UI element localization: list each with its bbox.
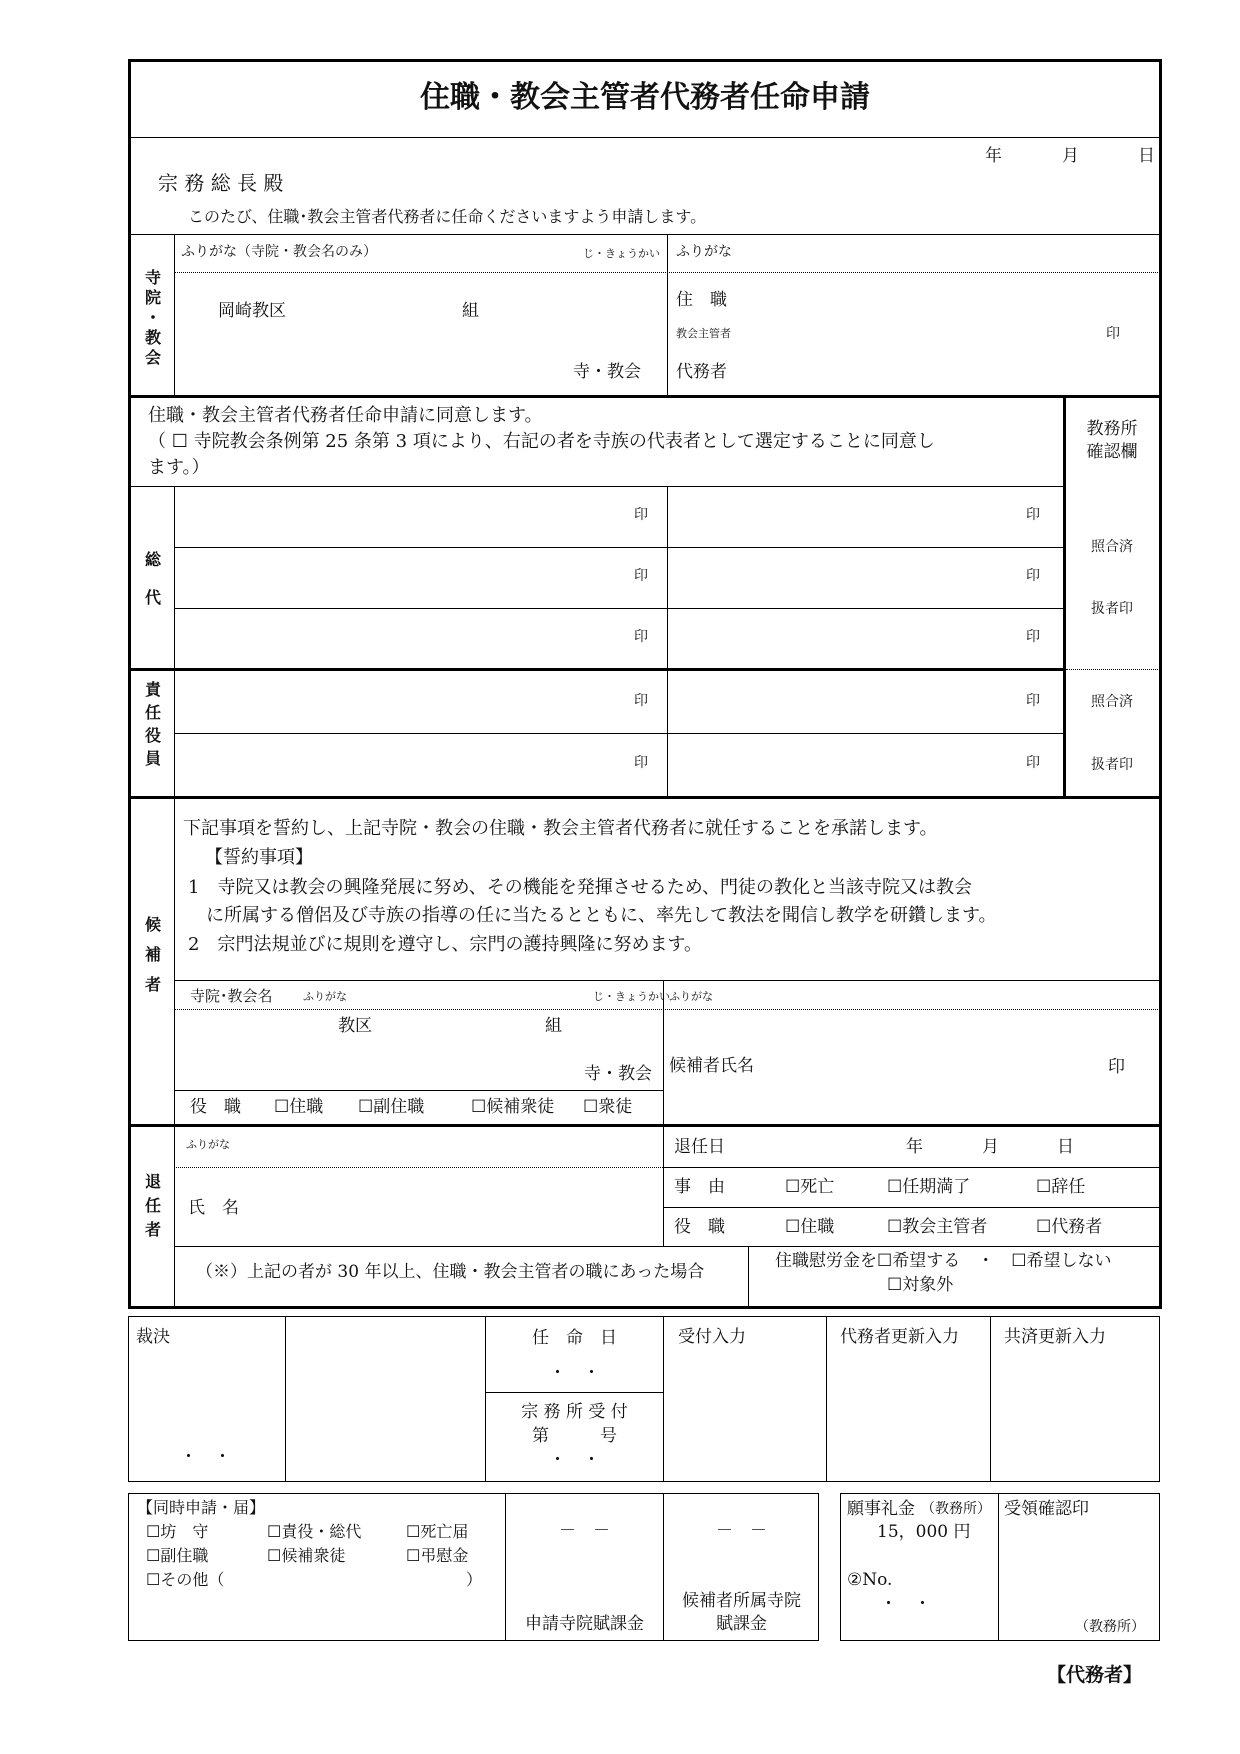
sodai-seal: 印 [634, 629, 648, 645]
levy2-dash: － － [716, 1521, 767, 1541]
decision-label: 裁決 [136, 1327, 170, 1347]
retire-day: 日 [1057, 1137, 1074, 1157]
candidate-district: 教区 [338, 1016, 372, 1036]
temple-district: 岡崎教区 [218, 301, 286, 321]
levy2-label-b: 賦課金 [716, 1614, 767, 1634]
officers-checked: 照合済 [1091, 694, 1133, 710]
simul-other[interactable]: ☐その他（ [146, 1570, 225, 1589]
candidate-furigana-label: ふりがな [676, 244, 732, 260]
addressee: 宗 務 総 長 殿 [158, 171, 284, 195]
reason-term-end[interactable]: ☐任期満了 [887, 1177, 971, 1197]
candidate-seal: 印 [1108, 1057, 1125, 1077]
sodai-seal: 印 [1026, 629, 1040, 645]
candidate-intro: 下記事項を誓約し、上記寺院・教会の住職・教会主管者代務者に就任することを承諾します。 [183, 818, 938, 839]
consent-line3: ます。） [148, 457, 210, 478]
pledge-heading: 【誓約事項】 [205, 847, 313, 868]
sodai-seal: 印 [1026, 568, 1040, 584]
candidate-furigana-suffix: じ・きょうかい [593, 990, 670, 1003]
candidate-side-label: 候 補 者 [144, 915, 161, 994]
sodai-seal: 印 [634, 507, 648, 523]
reason-resign[interactable]: ☐辞任 [1036, 1177, 1086, 1197]
appointment-dots: ・ ・ [549, 1363, 600, 1383]
pledge-2: 2 宗門法規並びに規則を遵守し、宗門の護持興隆に努めます。 [188, 934, 703, 955]
sodai-handler-seal: 扱者印 [1091, 601, 1133, 617]
date-month: 月 [1062, 146, 1079, 166]
pension-line2[interactable]: ☐対象外 [887, 1275, 954, 1295]
reason-label: 事 由 [674, 1177, 725, 1197]
retiree-role-deputy[interactable]: ☐代務者 [1036, 1217, 1103, 1237]
temple-seal: 印 [1106, 326, 1120, 342]
temple-group: 組 [462, 301, 479, 321]
candidate-name-label: 候補者氏名 [669, 1056, 754, 1076]
candidate-furigana-right: ふりがな [669, 990, 713, 1003]
officer-seal: 印 [634, 755, 648, 771]
role-jushoku: 住 職 [676, 290, 727, 310]
temple-suffix: 寺・教会 [573, 362, 641, 382]
page-title: 住職・教会主管者代務者任命申請 [420, 80, 870, 115]
levy1-label: 申請寺院賦課金 [525, 1614, 644, 1634]
receipt-dots: ・ ・ [549, 1450, 600, 1470]
request-text: このたび、住職･教会主管者代務者に任命くださいますよう申請します。 [188, 207, 707, 226]
retire-date-label: 退任日 [674, 1137, 725, 1157]
receipt-seal-label: 受領確認印 [1004, 1499, 1089, 1519]
retiree-name-label: 氏 名 [188, 1198, 239, 1218]
sodai-seal: 印 [1026, 507, 1040, 523]
levy1-dash: － － [559, 1521, 610, 1541]
sodai-seal: 印 [634, 568, 648, 584]
candidate-temple-suffix: 寺・教会 [584, 1064, 652, 1084]
fee-label: 願事礼金 [847, 1499, 915, 1519]
decision-dots: ・ ・ [180, 1447, 231, 1467]
fee-amount: 15，000 円 [877, 1522, 971, 1542]
fee-number: ②No. [847, 1570, 893, 1590]
pension-line1[interactable]: 住職慰労金を☐希望する ・ ☐希望しない [775, 1251, 1112, 1271]
pledge-1a: 1 寺院又は教会の興隆発展に努め、その機能を発揮させるため、門徒の教化と当該寺院又は教会 [188, 877, 973, 898]
candidate-group: 組 [545, 1016, 562, 1036]
candidate-role-label: 役 職 [190, 1097, 241, 1117]
retiree-note: （※）上記の者が 30 年以上、住職・教会主管者の職にあった場合 [196, 1262, 705, 1282]
reason-death[interactable]: ☐死亡 [785, 1177, 835, 1197]
role-kyokai: 教会主管者 [676, 327, 731, 340]
candidate-role-jushoku[interactable]: ☐住職 [274, 1097, 324, 1117]
simul-other-close: ） [466, 1570, 483, 1589]
candidate-role-fukujushoku[interactable]: ☐副住職 [358, 1097, 425, 1117]
fee-dots: ・ ・ [880, 1594, 931, 1614]
temple-side-label: 寺 院 ・ 教 会 [144, 268, 161, 367]
retire-year: 年 [906, 1137, 923, 1157]
retiree-furigana: ふりがな [186, 1138, 230, 1151]
simul-choikin[interactable]: ☐弔慰金 [406, 1546, 469, 1565]
bottom-tag: 【代務者】 [1047, 1664, 1143, 1686]
mutual-update-label: 共済更新入力 [1004, 1327, 1106, 1347]
consent-line1: 住職・教会主管者代務者任命申請に同意します。 [148, 405, 543, 426]
date-day: 日 [1138, 146, 1155, 166]
levy2-label-a: 候補者所属寺院 [682, 1591, 801, 1611]
retire-month: 月 [982, 1137, 999, 1157]
receipt-number: 第 号 [532, 1426, 617, 1446]
officer-seal: 印 [634, 693, 648, 709]
simul-death-notice[interactable]: ☐死亡届 [406, 1522, 469, 1541]
simultaneous-heading: 【同時申請・届】 [137, 1498, 266, 1517]
office-receipt-label: 宗 務 所 受 付 [521, 1402, 628, 1422]
fee-office: （教務所） [921, 1501, 991, 1517]
sodai-checked: 照合済 [1091, 539, 1133, 555]
simul-sekiyaku[interactable]: ☐責役・総代 [267, 1522, 362, 1541]
retiree-side-label: 退 任 者 [144, 1172, 161, 1239]
simul-bomori[interactable]: ☐坊 守 [146, 1522, 209, 1541]
pledge-1b: に所属する僧侶及び寺族の指導の任に当たるとともに、率先して教法を聞信し教学を研鑽します。 [206, 905, 997, 926]
sodai-side-label: 総 代 [144, 550, 161, 607]
candidate-temple-label: 寺院･教会名 [190, 987, 273, 1005]
office-small-label: （教務所） [1075, 1619, 1145, 1635]
retiree-role-kyokai[interactable]: ☐教会主管者 [887, 1217, 988, 1237]
deputy-update-label: 代務者更新入力 [840, 1327, 959, 1347]
temple-furigana-suffix: じ・きょうかい [583, 247, 660, 260]
simul-fukujushoku[interactable]: ☐副住職 [146, 1546, 209, 1565]
reception-input-label: 受付入力 [678, 1327, 746, 1347]
officers-handler-seal: 扱者印 [1091, 757, 1133, 773]
temple-furigana-label: ふりがな（寺院・教会名のみ） [181, 244, 377, 260]
officer-seal: 印 [1026, 693, 1040, 709]
role-deputy: 代務者 [676, 362, 727, 382]
retiree-role-jushoku[interactable]: ☐住職 [785, 1217, 835, 1237]
simul-kohoshuto[interactable]: ☐候補衆徒 [267, 1546, 346, 1565]
date-year: 年 [985, 146, 1002, 166]
officers-side-label: 責 任 役 員 [144, 680, 161, 768]
retiree-role-label: 役 職 [674, 1217, 725, 1237]
candidate-furigana-small: ふりがな [303, 990, 347, 1003]
appointment-date-label: 任 命 日 [532, 1328, 617, 1348]
officer-seal: 印 [1026, 755, 1040, 771]
candidate-role-shuto[interactable]: ☐衆徒 [583, 1097, 633, 1117]
office-check-label: 教務所 確認欄 [1086, 419, 1138, 462]
candidate-role-kohoshuto[interactable]: ☐候補衆徒 [471, 1097, 555, 1117]
consent-line2: （ ☐ 寺院教会条例第 25 条第 3 項により、右記の者を寺族の代表者として選定することに同意し [148, 431, 935, 452]
